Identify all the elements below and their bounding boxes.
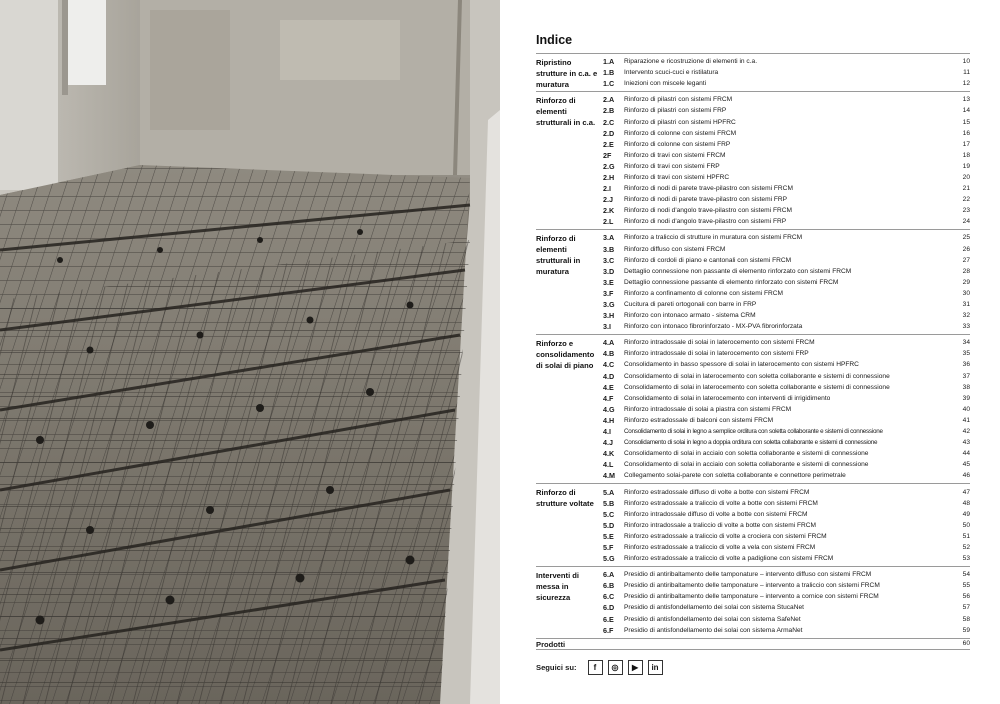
toc-entry[interactable] [603, 139, 970, 150]
toc-entry[interactable] [603, 94, 970, 105]
entry-code: 4.J [603, 438, 613, 448]
entry-title: Rinforzo di travi con sistemi FRCM [624, 151, 726, 159]
toc-entry[interactable] [603, 232, 970, 243]
entry-title: Rinforzo di colonne con sistemi FRCM [624, 129, 737, 137]
entry-code: 6.B [603, 581, 615, 591]
social-follow [536, 660, 665, 675]
entry-code: 4.B [603, 349, 615, 359]
entry-page: 31 [962, 301, 970, 309]
entry-title: Presidio di antisfondellamento dei solai con sistema SafeNet [624, 615, 801, 623]
section-label: Rinforzo di strutture voltate [536, 488, 594, 509]
toc-section [536, 91, 970, 229]
toc-entry[interactable] [603, 359, 970, 370]
toc-entry[interactable] [603, 602, 970, 613]
toc-entry[interactable] [603, 299, 970, 310]
toc-entry[interactable] [603, 371, 970, 382]
toc-entry[interactable] [603, 520, 970, 531]
toc-entry[interactable] [603, 277, 970, 288]
toc-entry[interactable] [603, 150, 970, 161]
toc-entry[interactable] [603, 470, 970, 481]
entry-page: 58 [962, 615, 970, 623]
entry-page: 20 [962, 173, 970, 181]
entry-code: 6.F [603, 625, 614, 635]
follow-label: Seguici su: [536, 663, 577, 672]
entry-code: 4.K [603, 449, 615, 459]
toc-entry[interactable] [603, 448, 970, 459]
entry-title: Rinforzo intradossale di solai in laterocemento con sistemi FRP [624, 350, 809, 358]
entry-code: 5.A [603, 487, 615, 497]
toc-entry[interactable] [603, 459, 970, 470]
entry-code: 3.A [603, 233, 615, 243]
toc-entry[interactable] [603, 116, 970, 127]
toc-entry[interactable] [603, 348, 970, 359]
entry-title: Presidio di antiribaltamento delle tamponature – intervento a traliccio con sistemi FRCM [624, 582, 880, 590]
toc-section [536, 566, 970, 638]
entry-page: 49 [962, 510, 970, 518]
toc-entry[interactable] [603, 310, 970, 321]
toc-entry[interactable] [603, 553, 970, 564]
toc-entry[interactable] [603, 244, 970, 255]
instagram-icon[interactable]: ◎ [608, 660, 623, 675]
toc-entry[interactable] [603, 205, 970, 216]
entry-page: 28 [962, 267, 970, 275]
entry-page: 16 [962, 129, 970, 137]
toc-entry[interactable] [603, 67, 970, 78]
toc-entry[interactable] [603, 56, 970, 67]
entry-title: Rinforzo intradossale diffuso di volte a botte con sistemi FRCM [624, 510, 808, 518]
entry-page: 39 [962, 394, 970, 402]
entry-code: 2.A [603, 95, 615, 105]
section-label: Interventi di messa in sicurezza [536, 571, 580, 603]
entry-page: 19 [962, 162, 970, 170]
entry-title: Rinforzo estradossale a traliccio di volte a crociera con sistemi FRCM [624, 532, 827, 540]
entry-title: Rinforzo intradossale di solai in laterocemento con sistemi FRCM [624, 339, 815, 347]
entry-code: 6.D [603, 603, 615, 613]
section-label: Rinforzo di elementi strutturali in c.a. [536, 96, 596, 128]
entry-page: 42 [962, 428, 970, 436]
entry-code: 3.D [603, 266, 615, 276]
toc-entry[interactable] [603, 498, 970, 509]
toc-entry[interactable] [603, 216, 970, 227]
entry-code: 2.I [603, 184, 611, 194]
entry-page: 26 [962, 245, 970, 253]
toc-entry[interactable] [603, 288, 970, 299]
entry-code: 4.H [603, 415, 615, 425]
entry-page: 53 [962, 555, 970, 563]
entry-title: Rinforzo estradossale a traliccio di volte a vela con sistemi FRCM [624, 543, 816, 551]
entry-code: 2.D [603, 128, 615, 138]
entry-page: 56 [962, 593, 970, 601]
products-label: Prodotti [536, 639, 566, 649]
entry-title: Iniezioni con miscele leganti [624, 80, 707, 88]
entry-title: Rinforzo di pilastri con sistemi FRP [624, 107, 727, 115]
entry-code: 6.E [603, 614, 614, 624]
entry-code: 4.L [603, 460, 614, 470]
entry-title: Rinforzo estradossale di balconi con sistemi FRCM [624, 416, 774, 424]
entry-code: 2F [603, 150, 612, 160]
table-of-contents [536, 53, 970, 650]
entry-code: 3.H [603, 311, 615, 321]
entry-code: 1.B [603, 68, 615, 78]
entry-page: 10 [962, 58, 970, 66]
toc-entry[interactable] [603, 105, 970, 116]
products-entry[interactable] [536, 638, 970, 650]
entry-code: 2.B [603, 106, 615, 116]
entry-code: 1.A [603, 57, 615, 67]
entry-code: 5.C [603, 509, 615, 519]
entry-title: Dettaglio connessione non passante di elemento rinforzato con sistemi FRCM [624, 267, 852, 275]
toc-section [536, 334, 970, 483]
entry-code: 3.C [603, 255, 615, 265]
entry-title: Rinforzo intradossale di solai a piastra con sistemi FRCM [624, 405, 792, 413]
entry-code: 4.C [603, 360, 615, 370]
entry-page: 32 [962, 312, 970, 320]
entry-page: 30 [962, 289, 970, 297]
entry-page: 34 [962, 339, 970, 347]
section-label: Rinforzo e consolidamento di solai di piano [536, 339, 595, 371]
toc-entry[interactable] [603, 625, 970, 636]
entry-code: 5.G [603, 554, 615, 564]
linkedin-icon[interactable]: in [648, 660, 663, 675]
entry-title: Cucitura di pareti ortogonali con barre in FRP [624, 301, 757, 309]
entry-title: Dettaglio connessione passante di elemento rinforzato con sistemi FRCM [624, 278, 839, 286]
entry-page: 52 [962, 543, 970, 551]
entry-title: Presidio di antisfondellamento dei solai con sistema StucaNet [624, 604, 804, 612]
toc-entry[interactable] [603, 382, 970, 393]
entry-page: 59 [962, 626, 970, 634]
entry-page: 38 [962, 383, 970, 391]
entry-code: 5.E [603, 531, 614, 541]
entry-title: Presidio di antiribaltamento delle tamponature – intervento a cornice con sistemi FRCM [624, 593, 879, 601]
entry-page: 37 [962, 372, 970, 380]
entry-title: Rinforzo di travi con sistemi FRP [624, 162, 720, 170]
entry-code: 2.J [603, 195, 613, 205]
entry-code: 4.M [603, 471, 615, 481]
entry-title: Rinforzo di nodi di parete trave-pilastro con sistemi FRP [624, 196, 788, 204]
entry-title: Rinforzo di travi con sistemi HPFRC [624, 173, 730, 181]
entry-code: 3.B [603, 244, 615, 254]
entry-code: 6.A [603, 570, 615, 580]
toc-entry[interactable] [603, 591, 970, 602]
toc-entry[interactable] [603, 542, 970, 553]
entry-page: 45 [962, 461, 970, 469]
entry-page: 41 [962, 416, 970, 424]
entry-code: 3.E [603, 277, 614, 287]
entry-title: Rinforzo estradossale a traliccio di volte a botte con sistemi FRCM [624, 499, 818, 507]
entry-code: 2.G [603, 161, 615, 171]
entry-page: 43 [962, 439, 970, 447]
entry-title: Consolidamento di solai in laterocemento con interventi di irrigidimento [624, 394, 831, 402]
entry-code: 4.F [603, 393, 614, 403]
entry-title: Rinforzo diffuso con sistemi FRCM [624, 245, 726, 253]
toc-entry[interactable] [603, 183, 970, 194]
entry-title: Presidio di antiribaltamento delle tamponature – intervento diffuso con sistemi FRCM [624, 571, 872, 579]
toc-entry[interactable] [603, 486, 970, 497]
entry-page: 54 [962, 571, 970, 579]
entry-code: 4.I [603, 427, 611, 437]
toc-entry[interactable] [603, 255, 970, 266]
entry-code: 5.B [603, 498, 615, 508]
entry-code: 6.C [603, 592, 615, 602]
entry-page: 25 [962, 234, 970, 242]
entry-title: Consolidamento di solai in laterocemento con soletta collaborante e sistemi di connessione [624, 372, 890, 380]
entry-title: Intervento scuci-cuci e ristilatura [624, 69, 719, 77]
products-page: 60 [962, 639, 970, 647]
entry-page: 46 [962, 472, 970, 480]
toc-section [536, 53, 970, 91]
entry-code: 5.D [603, 520, 615, 530]
entry-page: 22 [962, 196, 970, 204]
entry-code: 4.E [603, 382, 614, 392]
entry-code: 2.L [603, 217, 614, 227]
entry-code: 3.F [603, 288, 614, 298]
entry-title: Consolidamento di solai in laterocemento con soletta collaborante e sistemi di connessione [624, 383, 890, 391]
entry-title: Rinforzo con intonaco armato - sistema CRM [624, 312, 756, 320]
index-title: Indice [536, 33, 573, 47]
entry-page: 23 [962, 207, 970, 215]
entry-title: Presidio di antisfondellamento dei solai con sistema ArmaNet [624, 626, 803, 634]
entry-code: 1.C [603, 79, 615, 89]
section-label: Ripristino strutture in c.a. e muratura [536, 58, 598, 89]
entry-title: Consolidamento di solai in acciaio con soletta collaborante e sistemi di connessione [624, 450, 869, 458]
entry-code: 4.G [603, 404, 615, 414]
youtube-icon[interactable]: ▶ [628, 660, 643, 675]
toc-entry[interactable] [603, 509, 970, 520]
entry-code: 2.C [603, 117, 615, 127]
entry-title: Rinforzo a confinamento di colonne con sistemi FRCM [624, 289, 784, 297]
entry-page: 36 [962, 361, 970, 369]
toc-entry[interactable] [603, 531, 970, 542]
entry-page: 12 [962, 80, 970, 88]
entry-title: Rinforzo a traliccio di strutture in muratura con sistemi FRCM [624, 234, 803, 242]
entry-code: 4.A [603, 338, 615, 348]
toc-section [536, 483, 970, 566]
entry-page: 24 [962, 218, 970, 226]
toc-entry[interactable] [603, 128, 970, 139]
entry-page: 47 [962, 488, 970, 496]
toc-entry[interactable] [603, 266, 970, 277]
index-page [536, 0, 970, 704]
entry-page: 15 [962, 118, 970, 126]
entry-code: 2.H [603, 172, 615, 182]
entry-title: Rinforzo di colonne con sistemi FRP [624, 140, 731, 148]
toc-entry[interactable] [603, 404, 970, 415]
entry-page: 21 [962, 185, 970, 193]
entry-page: 11 [963, 69, 970, 77]
entry-page: 29 [962, 278, 970, 286]
entry-title: Consolidamento di solai in legno a semplice orditura con soletta collaborante e sistemi di connessione [624, 428, 883, 436]
toc-entry[interactable] [603, 426, 970, 437]
entry-title: Rinforzo di nodi d'angolo trave-pilastro con sistemi FRCM [624, 207, 793, 215]
section-label: Rinforzo di elementi strutturali in muratura [536, 234, 581, 277]
entry-page: 13 [962, 96, 970, 104]
entry-code: 2.E [603, 139, 614, 149]
entry-page: 14 [962, 107, 970, 115]
entry-title: Consolidamento di solai in legno a doppia orditura con soletta collaborante e sistemi di connessione [624, 439, 878, 447]
toc-entry[interactable] [603, 569, 970, 580]
entry-title: Rinforzo di nodi di parete trave-pilastro con sistemi FRCM [624, 185, 793, 193]
entry-page: 57 [962, 604, 970, 612]
entry-title: Riparazione e ricostruzione di elementi in c.a. [624, 58, 758, 66]
entry-title: Rinforzo di cordoli di piano e cantonali con sistemi FRCM [624, 256, 792, 264]
entry-title: Rinforzo di pilastri con sistemi HPFRC [624, 118, 736, 126]
entry-code: 3.I [603, 322, 611, 332]
toc-entry[interactable] [603, 161, 970, 172]
entry-page: 48 [962, 499, 970, 507]
entry-page: 50 [962, 521, 970, 529]
entry-title: Rinforzo con intonaco fibrorinforzato - MX-PVA fibrorinforzata [624, 323, 803, 331]
entry-title: Rinforzo di nodi d'angolo trave-pilastro con sistemi FRP [624, 218, 787, 226]
entry-title: Consolidamento di solai in acciaio con soletta collaborante e sistemi di connessione [624, 461, 869, 469]
entry-page: 33 [962, 323, 970, 331]
toc-entry[interactable] [603, 614, 970, 625]
entry-code: 5.F [603, 542, 614, 552]
entry-page: 17 [962, 140, 970, 148]
entry-title: Collegamento solai-parete con soletta collaborante e connettore perimetrale [624, 472, 846, 480]
facebook-icon[interactable]: f [588, 660, 603, 675]
entry-title: Rinforzo intradossale a traliccio di volte a botte con sistemi FRCM [624, 521, 817, 529]
entry-page: 55 [962, 582, 970, 590]
entry-code: 3.G [603, 300, 615, 310]
entry-title: Consolidamento in basso spessore di solai in laterocemento con sistemi HPFRC [624, 361, 859, 369]
entry-title: Rinforzo estradossale diffuso di volte a botte con sistemi FRCM [624, 488, 810, 496]
entry-page: 18 [962, 151, 970, 159]
entry-page: 40 [962, 405, 970, 413]
toc-entry[interactable] [603, 393, 970, 404]
toc-entry[interactable] [603, 415, 970, 426]
entry-page: 27 [962, 256, 970, 264]
entry-title: Rinforzo di pilastri con sistemi FRCM [624, 96, 733, 104]
entry-title: Rinforzo estradossale a traliccio di volte a padiglione con sistemi FRCM [624, 555, 834, 563]
toc-entry[interactable] [603, 337, 970, 348]
toc-entry[interactable] [603, 321, 970, 332]
toc-entry[interactable] [603, 172, 970, 183]
toc-entry[interactable] [603, 580, 970, 591]
toc-entry[interactable] [603, 194, 970, 205]
entry-code: 2.K [603, 206, 615, 216]
toc-section [536, 229, 970, 334]
entry-page: 51 [962, 532, 970, 540]
toc-entry[interactable] [603, 437, 970, 448]
entry-code: 4.D [603, 371, 615, 381]
entry-page: 35 [962, 350, 970, 358]
entry-page: 44 [962, 450, 970, 458]
toc-entry[interactable] [603, 78, 970, 89]
